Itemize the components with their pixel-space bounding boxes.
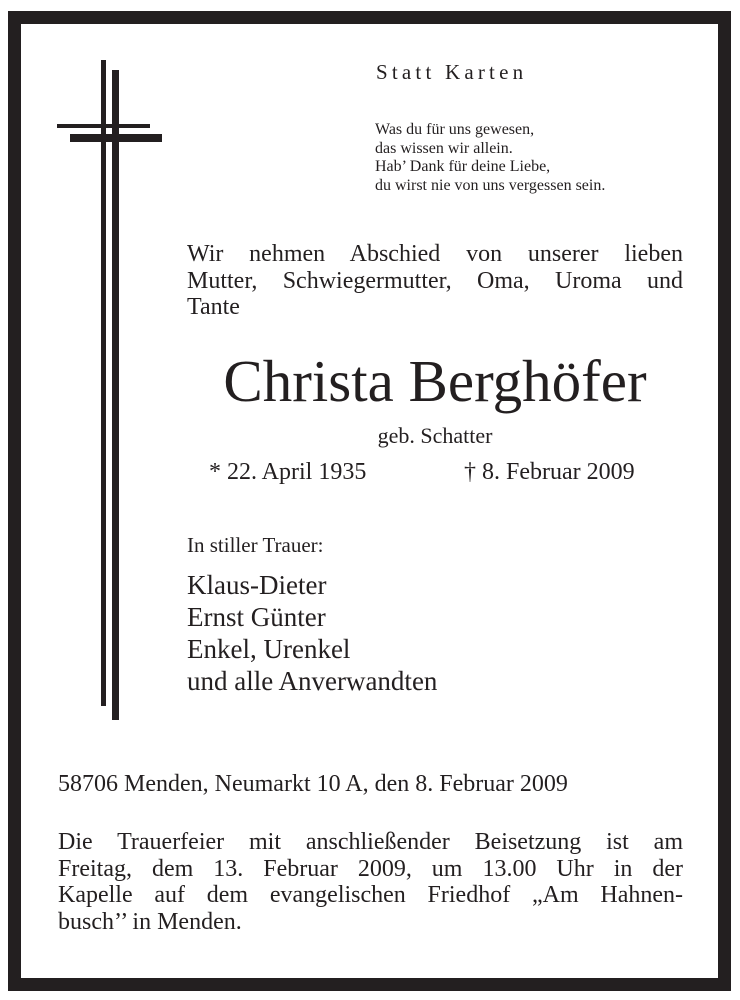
cross-thick-vertical-bar [112,70,119,720]
mourning-label: In stiller Trauer: [187,533,324,557]
death-date: † 8. Februar 2009 [464,459,635,485]
intro-line: Tante [187,294,240,320]
birth-date: * 22. April 1935 [209,459,367,485]
place-and-date: 58706 Menden, Neumarkt 10 A, den 8. Februar 2009 [58,771,568,797]
cross-thin-vertical-bar [101,60,106,706]
intro-line: Wir nehmen Abschied von unserer lieben [187,241,683,267]
maiden-name: geb. Schatter [377,423,493,448]
farewell-intro [187,241,683,321]
intro-line: Mutter, Schwiegermutter, Oma, Uroma und [187,267,683,294]
service-line: busch’’ in Menden. [58,908,242,935]
cross-thin-horizontal-bar [57,124,150,128]
mourners-list [187,569,437,697]
mourner-item: Klaus-Dieter [187,570,327,600]
poem-line: Was du für uns gewesen, [375,121,535,138]
funeral-service-info [58,829,683,935]
poem-line: das wissen wir allein. [375,139,513,157]
mourner-item: Enkel, Urenkel [187,634,351,664]
poem-line: du wirst nie von uns vergessen sein. [375,176,606,194]
memorial-poem [375,121,605,195]
poem-line: Hab’ Dank für deine Liebe, [375,158,551,175]
cross-thick-horizontal-bar [70,134,162,142]
service-line: Kapelle auf dem evangelischen Friedhof „Am Hahnen- [58,882,683,908]
mourner-item: und alle Anverwandten [187,666,438,696]
mourner-item: Ernst Günter [187,602,326,632]
deceased-name: Christa Berghöfer [223,348,647,414]
service-line: Freitag, dem 13. Februar 2009, um 13.00 Uhr in der [58,855,683,882]
service-line: Die Trauerfeier mit anschließender Beisetzung ist am [58,829,683,855]
statt-karten-heading: Statt Karten [376,60,528,84]
